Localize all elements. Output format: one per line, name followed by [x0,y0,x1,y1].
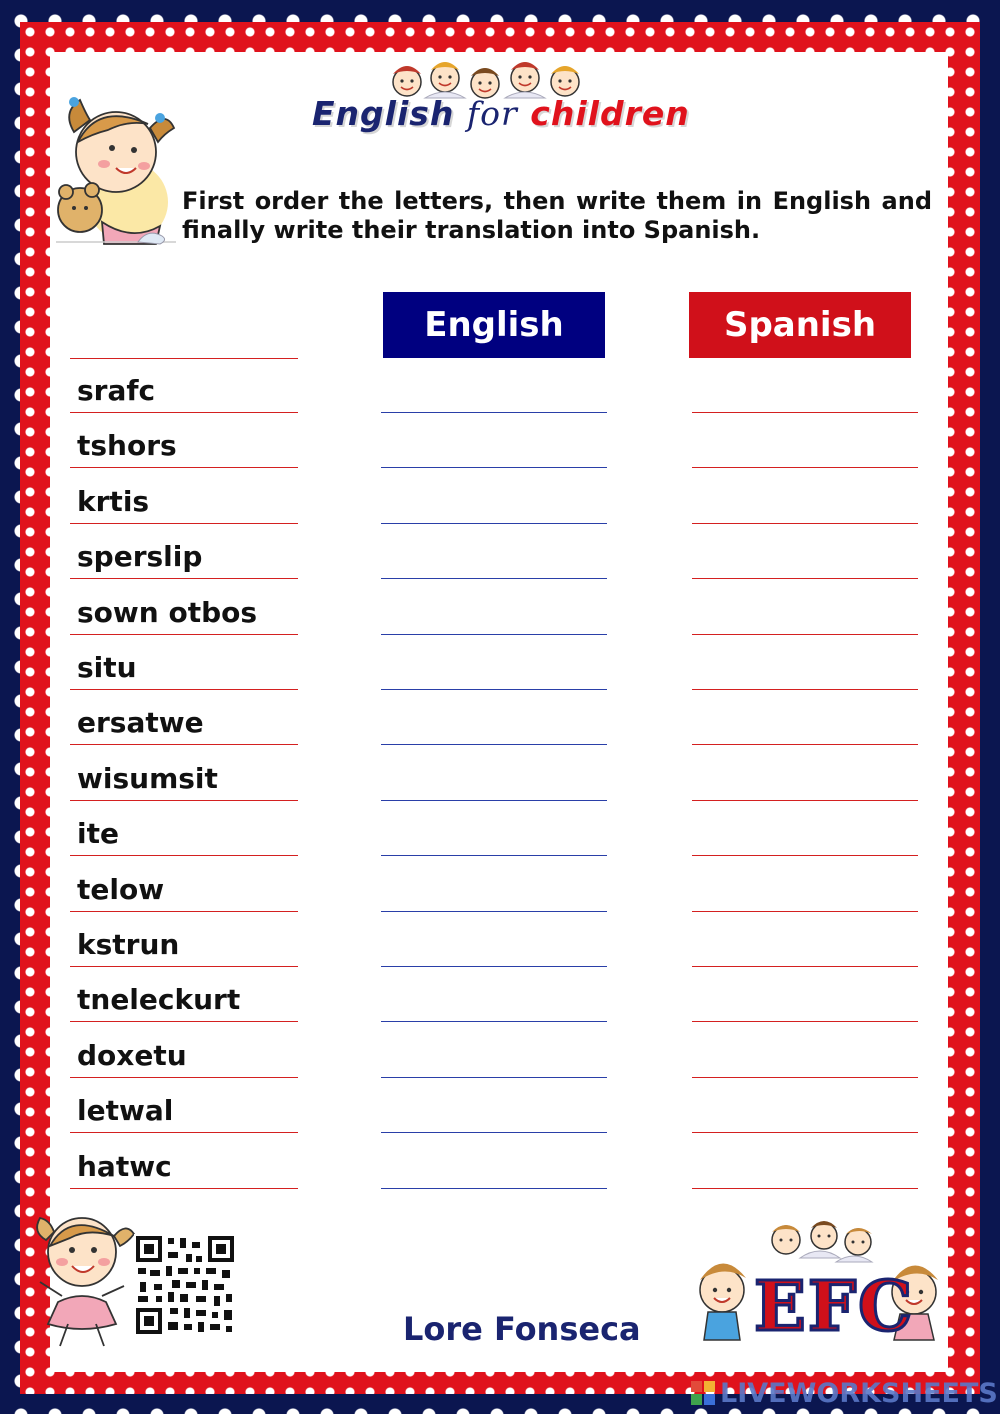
worksheet-title [312,94,690,133]
word-row [70,912,950,967]
english-column-header: English [383,292,605,358]
word-row [70,635,950,690]
word-row [70,524,950,579]
scrambled-word: tshors [77,429,177,463]
worksheet-sheet [50,52,948,1372]
english-answer-line[interactable] [381,1188,607,1189]
word-row [70,967,950,1022]
scrambled-word: ersatwe [77,706,204,740]
liveworksheets-logo-icon [690,1380,716,1406]
word-row [70,358,950,413]
efc-logo-illustration [696,1218,946,1348]
efc-logo-text: EFC [754,1267,915,1347]
scrambled-word: srafc [77,374,156,407]
title-for: for [466,94,518,133]
word-row [70,690,950,745]
liveworksheets-watermark [720,1378,998,1409]
dancing-girl-illustration [28,1210,138,1348]
qr-code [134,1234,236,1336]
word-row [70,746,950,801]
watermark-text: LIVEWORKSHEETS [720,1378,998,1409]
scrambled-word: sown otbos [77,595,258,629]
word-row [70,857,950,912]
word-row [70,1134,950,1189]
word-row [70,1078,950,1133]
title-children: children [530,94,690,133]
girl-with-teddy-illustration [56,92,180,250]
scrambled-word: tneleckurt [77,983,241,1017]
scrambled-word: hatwc [77,1149,172,1183]
word-row [70,801,950,856]
scrambled-word: ite [77,817,119,851]
word-row [70,469,950,524]
scrambled-word: telow [77,872,165,906]
word-row [70,580,950,635]
scrambled-word: kstrun [77,928,180,961]
spanish-answer-line[interactable] [692,1188,918,1189]
word-row [70,1023,950,1078]
scrambled-word: doxetu [77,1038,187,1072]
author-name: Lore Fonseca [403,1310,641,1348]
title-english: English [312,94,455,133]
scrambled-word: wisumsit [77,761,218,795]
instructions-text: First order the letters, then write them in English and finally write their translation into Spanish. [182,187,932,244]
word-row [70,413,950,468]
scrambled-word: letwal [77,1094,174,1128]
scrambled-word: situ [77,651,137,684]
scrambled-word: sperslip [77,540,203,574]
spanish-column-header: Spanish [689,292,911,358]
scrambled-word: krtis [77,484,150,518]
word-underline [70,1188,298,1189]
